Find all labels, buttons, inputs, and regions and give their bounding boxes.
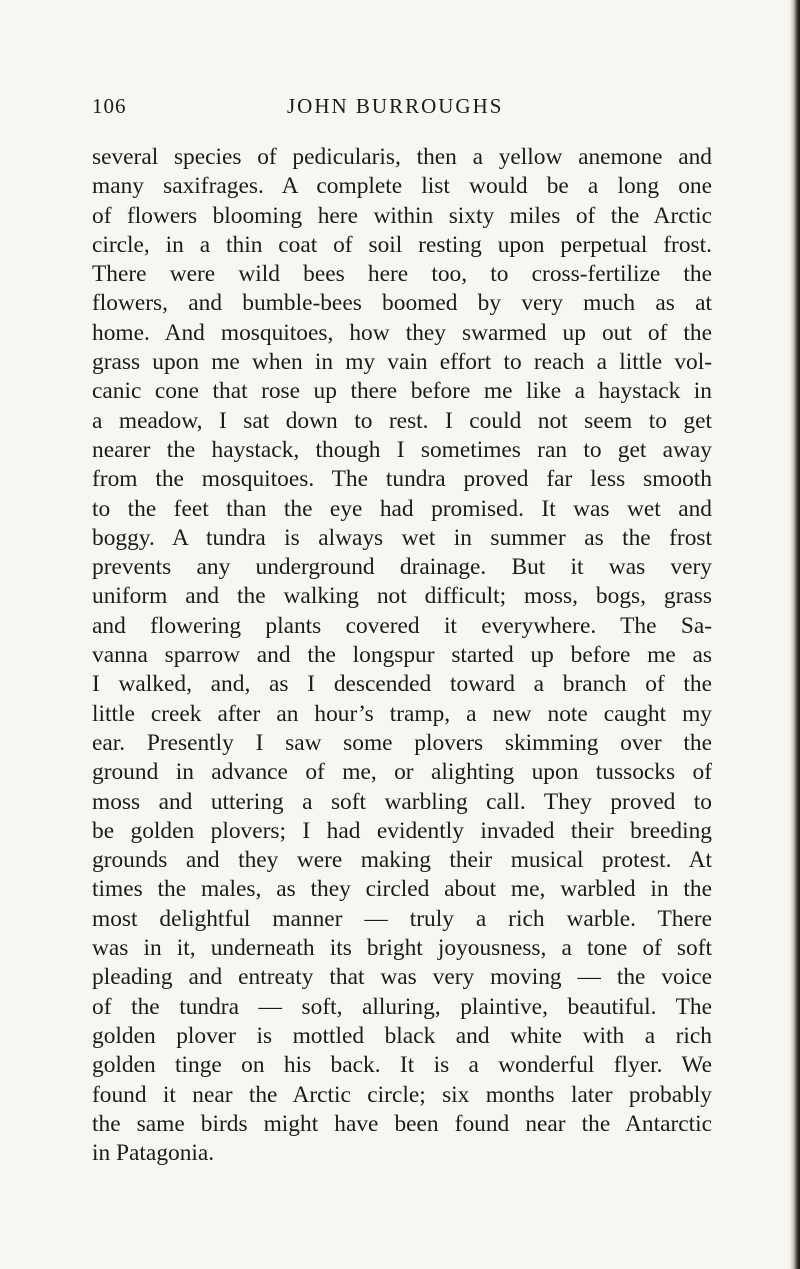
text-line: home. And mosquitoes, how they swarmed up out of the bbox=[92, 319, 712, 346]
text-line: of the tundra — soft, alluring, plaintive, beautiful. The bbox=[92, 993, 712, 1020]
text-line: found it near the Arctic circle; six months later probably bbox=[92, 1081, 712, 1108]
text-line: to the feet than the eye had promised. It was wet and bbox=[92, 495, 712, 522]
text-line: several species of pedicularis, then a yellow anemone and bbox=[92, 144, 712, 170]
text-line: circle, in a thin coat of soil resting upon perpetual frost. bbox=[92, 231, 712, 258]
text-line: in Patagonia. bbox=[92, 1140, 215, 1167]
text-line: times the males, as they circled about me, warbled in the bbox=[92, 876, 712, 903]
text-line: most delightful manner — truly a rich warble. There bbox=[92, 905, 712, 932]
text-line: of flowers blooming here within sixty miles of the Arctic bbox=[92, 202, 712, 229]
text-line: grounds and they were making their musical protest. At bbox=[92, 847, 712, 874]
text-line: grass upon me when in my vain effort to reach a little vol- bbox=[92, 349, 712, 376]
text-line: flowers, and bumble-bees boomed by very much as at bbox=[92, 290, 712, 317]
text-line: moss and uttering a soft warbling call. They proved to bbox=[92, 788, 712, 815]
running-head bbox=[92, 94, 712, 124]
text-line: be golden plovers; I had evidently invaded their breeding bbox=[92, 817, 712, 844]
text-line: a meadow, I sat down to rest. I could not seem to get bbox=[92, 407, 712, 434]
text-line: There were wild bees here too, to cross-fertilize the bbox=[92, 261, 712, 288]
text-line: from the mosquitoes. The tundra proved far less smooth bbox=[92, 466, 712, 493]
text-line: uniform and the walking not difficult; moss, bogs, grass bbox=[92, 583, 712, 610]
running-title: JOHN BURROUGHS bbox=[287, 94, 504, 118]
text-line: ground in advance of me, or alighting upon tussocks of bbox=[92, 759, 712, 786]
text-line: the same birds might have been found near the Antarctic bbox=[92, 1110, 712, 1137]
text-line: golden tinge on his back. It is a wonderful flyer. We bbox=[92, 1052, 712, 1079]
text-line: many saxifrages. A complete list would be a long one bbox=[92, 173, 712, 200]
text-line: prevents any underground drainage. But it was very bbox=[92, 554, 712, 581]
text-line: little creek after an hour’s tramp, a new note caught my bbox=[92, 700, 712, 727]
text-line: I walked, and, as I descended toward a branch of the bbox=[92, 671, 712, 698]
page-number: 106 bbox=[92, 94, 127, 118]
text-line: vanna sparrow and the longspur started up before me as bbox=[92, 642, 712, 669]
text-line: golden plover is mottled black and white with a rich bbox=[92, 1022, 712, 1049]
text-line: canic cone that rose up there before me like a haystack in bbox=[92, 378, 712, 405]
text-line: nearer the haystack, though I sometimes ran to get away bbox=[92, 436, 712, 463]
text-line: and flowering plants covered it everywhere. The Sa- bbox=[92, 612, 712, 639]
text-line: pleading and entreaty that was very moving — the voice bbox=[92, 964, 712, 991]
body-text bbox=[92, 143, 712, 1168]
text-line: boggy. A tundra is always wet in summer as the frost bbox=[92, 524, 712, 551]
page-edge-shadow bbox=[790, 0, 800, 1269]
text-line: ear. Presently I saw some plovers skimming over the bbox=[92, 729, 712, 756]
text-line: was in it, underneath its bright joyousness, a tone of soft bbox=[92, 935, 712, 962]
